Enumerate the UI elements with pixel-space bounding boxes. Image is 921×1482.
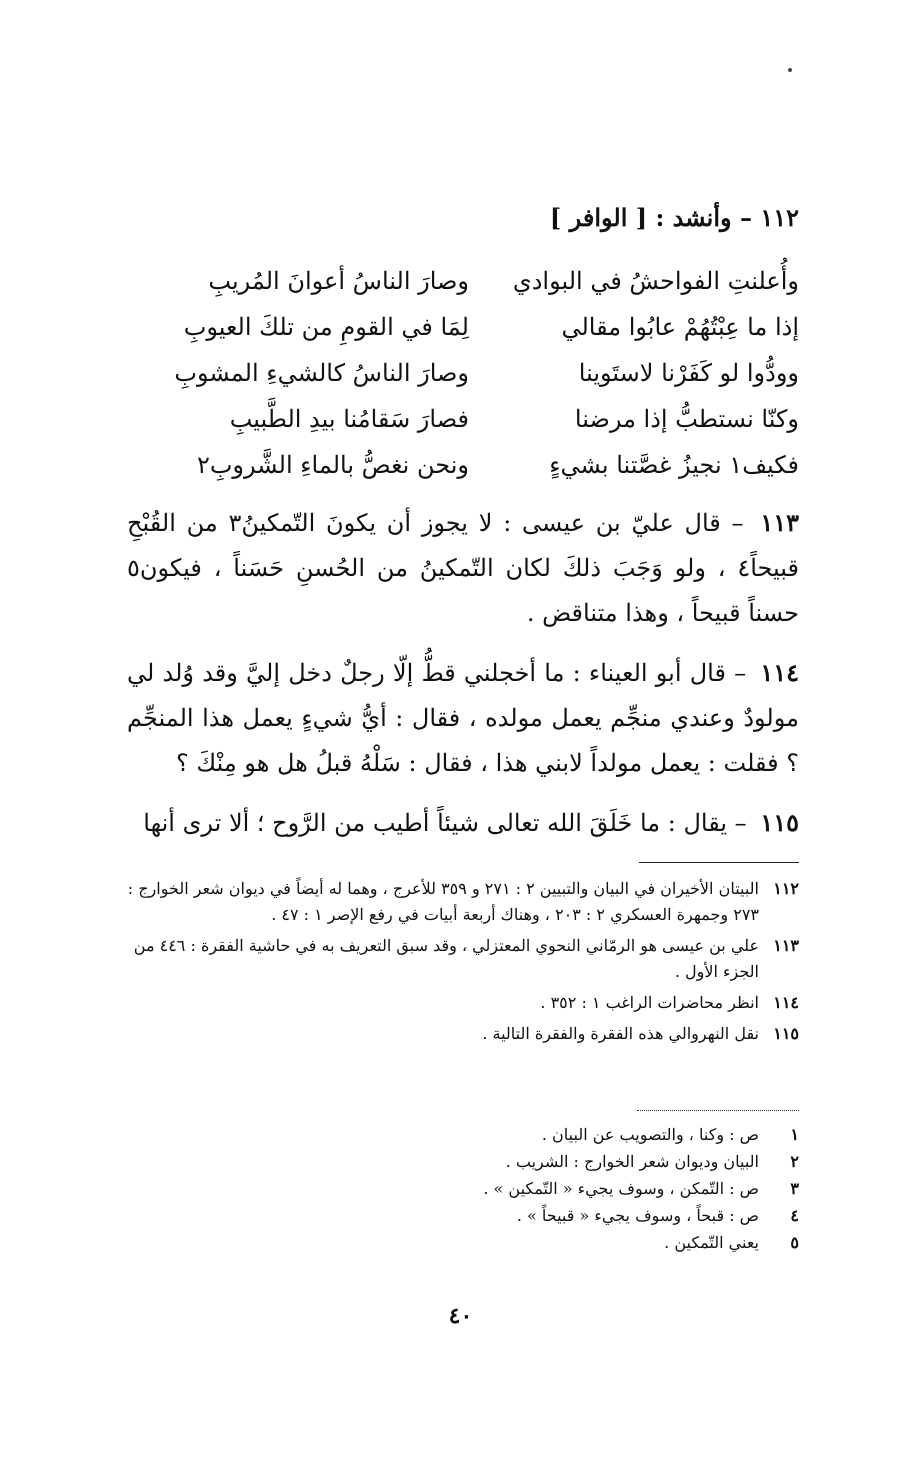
footnote-number: ١١٤ xyxy=(773,993,799,1012)
variant-number: ٥ xyxy=(790,1233,799,1252)
paragraph-115 xyxy=(127,800,799,846)
paragraph-113 xyxy=(127,500,799,636)
verse-second-hemistich: لِمَا في القومِ من تلكَ العيوبِ xyxy=(183,313,469,341)
paragraph-number: ١١٤ xyxy=(760,658,799,687)
variant-note xyxy=(299,1230,799,1256)
verse-first-hemistich: فكيف١ نجيزُ غصَّتنا بشيءٍ xyxy=(549,451,799,479)
verse-first-hemistich: إذا ما عِبْتُهُمْ عابُوا مقالي xyxy=(561,313,799,341)
variant-note xyxy=(299,1203,799,1229)
variant-text: ص : قبحاً ، وسوف يجيء « قبيحاً » . xyxy=(516,1206,759,1225)
poem-verses xyxy=(159,262,799,492)
variant-number: ٤ xyxy=(790,1206,799,1225)
variants-separator xyxy=(637,1110,799,1111)
footnote-text: البيتان الأخيران في البيان والتبيين ٢ : ٢٧١ و ٣٥٩ للأعرج ، وهما له أيضاً في ديوان شعر الخوارج : ٢٧٣ وجمهرة العسكري ٢ : ٢٠٣ ، وهناك أربعة أبيات في رفع الإصر ١ : ٤٧ . xyxy=(127,879,759,924)
variant-note xyxy=(299,1176,799,1202)
footnote-text: علي بن عيسى هو الرمّاني النحوي المعتزلي ، وقد سبق التعريف به في حاشية الفقرة : ٤٤٦ من الجزء الأول . xyxy=(133,936,759,981)
footnote-number: ١١٣ xyxy=(773,936,799,955)
variant-number: ٣ xyxy=(790,1179,799,1198)
footnote xyxy=(119,876,799,928)
paragraph-number: ١١٥ xyxy=(760,808,799,837)
verse xyxy=(159,354,799,392)
verse-first-hemistich: وأُعلنتِ الفواحشُ في البوادي xyxy=(512,267,799,295)
footnote-number: ١١٢ xyxy=(773,879,799,898)
verse xyxy=(159,400,799,438)
poem-intro: – وأنشد : [ الوافر ] xyxy=(549,203,752,232)
variant-number: ٢ xyxy=(790,1152,799,1171)
scan-speck xyxy=(788,68,792,72)
variant-text: البيان وديوان شعر الخوارج : الشريب . xyxy=(505,1152,759,1171)
verse-first-hemistich: وكنّا نستطبُّ إذا مرضنا xyxy=(574,405,799,433)
verse xyxy=(159,308,799,346)
paragraph-text: – قال أبو العيناء : ما أخجلني قطُّ إلّا رجلٌ دخل إليَّ وقد وُلد لي مولودٌ وعندي منجِّم يعمل مولده ، فقال : أيُّ شيءٍ يعمل هذا المنجِّم ؟ فقلت : يعمل مولداً لابني هذا ، فقال : سَلْهُ قبلُ هل هو مِنْكَ ؟ xyxy=(127,659,799,777)
footnote xyxy=(119,933,799,985)
poem-heading xyxy=(550,203,799,232)
footnote xyxy=(119,1021,799,1047)
paragraph-text: – يقال : ما خَلَقَ الله تعالى شيئاً أطيب من الرَّوح ؛ ألا ترى أنها xyxy=(143,809,747,837)
verse xyxy=(159,262,799,300)
paragraph-114 xyxy=(127,650,799,786)
variant-number: ١ xyxy=(790,1125,799,1144)
variant-text: يعني التّمكين . xyxy=(664,1233,759,1252)
textual-variants xyxy=(299,1122,799,1257)
verse xyxy=(159,446,799,484)
page-number: ٤٠ xyxy=(448,1303,473,1329)
variant-text: ص : وكنا ، والتصويب عن البيان . xyxy=(541,1125,759,1144)
footnote-text: نقل النهروالي هذه الفقرة والفقرة التالية . xyxy=(482,1024,759,1043)
footnote xyxy=(119,990,799,1016)
verse-second-hemistich: فصارَ سَقامُنا بيدِ الطَّبيبِ xyxy=(229,405,469,433)
variant-text: ص : التّمكن ، وسوف يجيء « التّمكين » . xyxy=(483,1179,759,1198)
footnotes xyxy=(119,876,799,1052)
poem-number: ١١٢ xyxy=(760,203,799,232)
footnote-number: ١١٥ xyxy=(773,1024,799,1043)
verse-first-hemistich: وودُّوا لو كَفَرْنا لاستَوينا xyxy=(578,359,799,387)
paragraph-number: ١١٣ xyxy=(760,508,799,537)
verse-second-hemistich: ونحن نغصُّ بالماءِ الشَّروبِ٢ xyxy=(196,451,469,479)
verse-second-hemistich: وصارَ الناسُ أعوانَ المُريبِ xyxy=(208,267,469,295)
variant-note xyxy=(299,1149,799,1175)
footnote-separator xyxy=(639,862,799,863)
variant-note xyxy=(299,1122,799,1148)
footnote-text: انظر محاضرات الراغب ١ : ٣٥٢ . xyxy=(540,993,759,1012)
verse-second-hemistich: وصارَ الناسُ كالشيءِ المشوبِ xyxy=(174,359,469,387)
paragraph-text: – قال عليّ بن عيسى : لا يجوز أن يكونَ التّمكينُ٣ من القُبْحِ قبيحاً٤ ، ولو وَجَبَ ذلكَ لكان التّمكينُ من الحُسنِ حَسَناً ، فيكون٥ حسناً قبيحاً ، وهذا متناقض . xyxy=(127,509,799,627)
